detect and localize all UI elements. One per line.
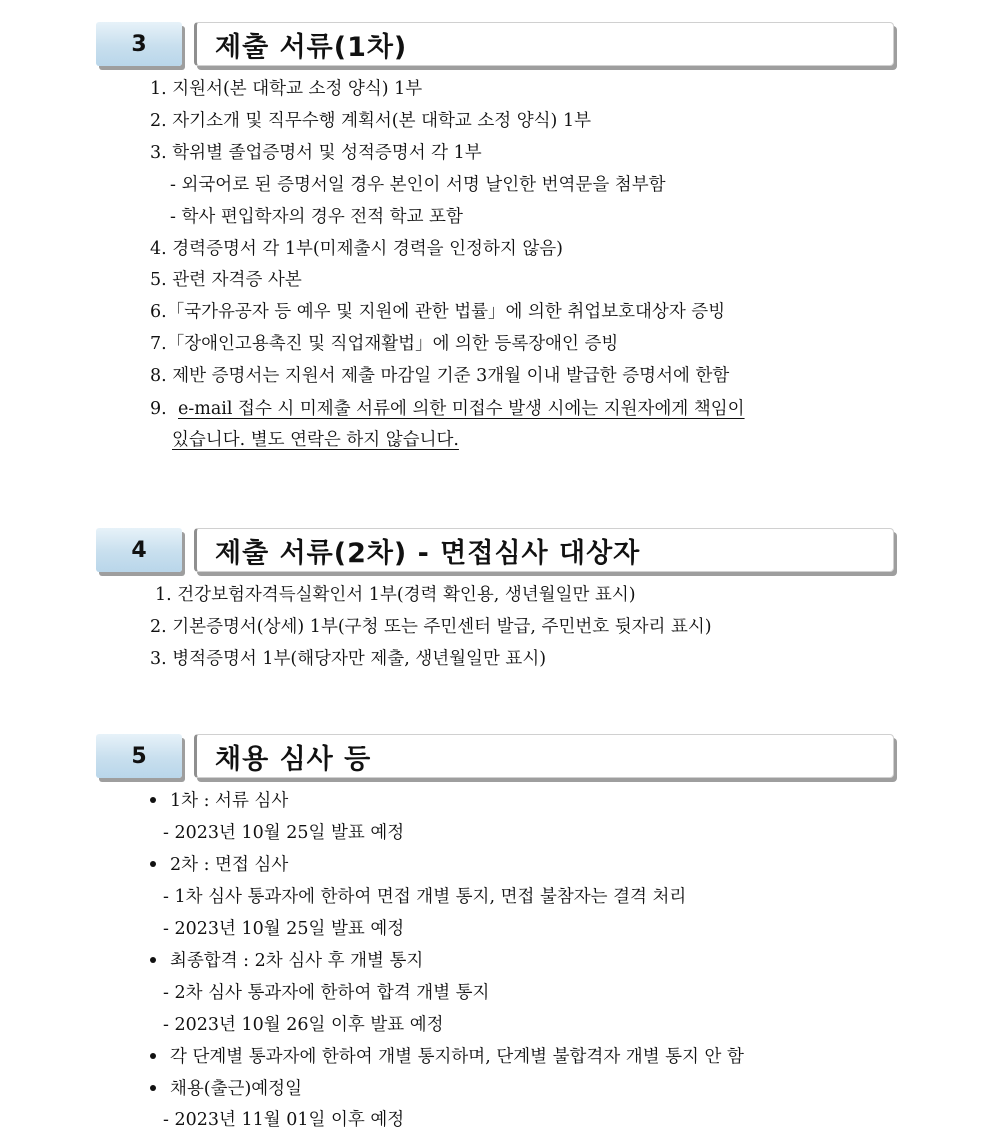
section-4-number: 4: [96, 528, 182, 572]
section-3-title: 제출 서류(1차): [194, 22, 894, 66]
list-item: 1. 건강보험자격득실확인서 1부(경력 확인용, 생년월일만 표시): [155, 585, 636, 605]
section-5-number: 5: [96, 734, 182, 778]
section-4-title: 제출 서류(2차) - 면접심사 대상자: [194, 528, 894, 572]
bullet-text: 채용(출근)예정일: [170, 1079, 302, 1099]
bullet-text: 1차 : 서류 심사: [170, 791, 289, 811]
list-item-9-line1: e-mail 접수 시 미제출 서류에 의한 미접수 발생 시에는 지원자에게 책임이: [178, 399, 745, 419]
bullet-item: [150, 949, 423, 973]
list-item: 3. 병적증명서 1부(해당자만 제출, 생년월일만 표시): [150, 649, 547, 669]
bullet-icon: [150, 861, 156, 867]
bullet-icon: [150, 957, 156, 963]
section-3-header: [96, 22, 900, 72]
bullet-item: [150, 853, 288, 877]
bullet-icon: [150, 1085, 156, 1091]
list-item: 2. 기본증명서(상세) 1부(구청 또는 주민센터 발급, 주민번호 뒷자리 표시): [150, 617, 712, 637]
list-item: 6.「국가유공자 등 예우 및 지원에 관한 법률」에 의한 취업보호대상자 증빙: [150, 302, 726, 322]
bullet-text: 각 단계별 통과자에 한하여 개별 통지하며, 단계별 불합격자 개별 통지 안 함: [170, 1047, 744, 1067]
bullet-item: [150, 789, 288, 813]
bullet-text: 2차 : 면접 심사: [170, 855, 289, 875]
list-subitem: - 외국어로 된 증명서일 경우 본인이 서명 날인한 번역문을 첨부함: [170, 175, 666, 195]
list-subitem: - 2023년 10월 25일 발표 예정: [163, 919, 405, 939]
bullet-item: [150, 1077, 302, 1101]
bullet-icon: [150, 1053, 156, 1059]
bullet-icon: [150, 797, 156, 803]
list-subitem: - 학사 편입학자의 경우 전적 학교 포함: [170, 207, 463, 227]
list-subitem: - 2차 심사 통과자에 한하여 합격 개별 통지: [163, 983, 490, 1003]
list-item: 3. 학위별 졸업증명서 및 성적증명서 각 1부: [150, 143, 482, 163]
list-subitem: - 2023년 10월 26일 이후 발표 예정: [163, 1015, 444, 1035]
list-item: 1. 지원서(본 대학교 소정 양식) 1부: [150, 79, 423, 99]
list-item-9-number: 9.: [150, 399, 167, 419]
list-subitem: - 1차 심사 통과자에 한하여 면접 개별 통지, 면접 불참자는 결격 처리: [163, 887, 687, 907]
list-item: 8. 제반 증명서는 지원서 제출 마감일 기준 3개월 이내 발급한 증명서에 한함: [150, 366, 730, 386]
list-item: 4. 경력증명서 각 1부(미제출시 경력을 인정하지 않음): [150, 239, 563, 259]
list-item: 5. 관련 자격증 사본: [150, 270, 302, 290]
list-item: 2. 자기소개 및 직무수행 계획서(본 대학교 소정 양식) 1부: [150, 111, 591, 131]
section-5-header: [96, 734, 900, 784]
section-4-header: [96, 528, 900, 578]
section-5-title: 채용 심사 등: [194, 734, 894, 778]
list-subitem: - 2023년 10월 25일 발표 예정: [163, 823, 405, 843]
list-subitem: - 2023년 11월 01일 이후 예정: [163, 1110, 405, 1130]
bullet-text: 최종합격 : 2차 심사 후 개별 통지: [170, 951, 424, 971]
list-item-9-line2: 있습니다. 별도 연락은 하지 않습니다.: [172, 430, 459, 450]
section-3-number: 3: [96, 22, 182, 66]
bullet-item: [150, 1045, 744, 1069]
list-item: 7.「장애인고용촉진 및 직업재활법」에 의한 등록장애인 증빙: [150, 334, 619, 354]
